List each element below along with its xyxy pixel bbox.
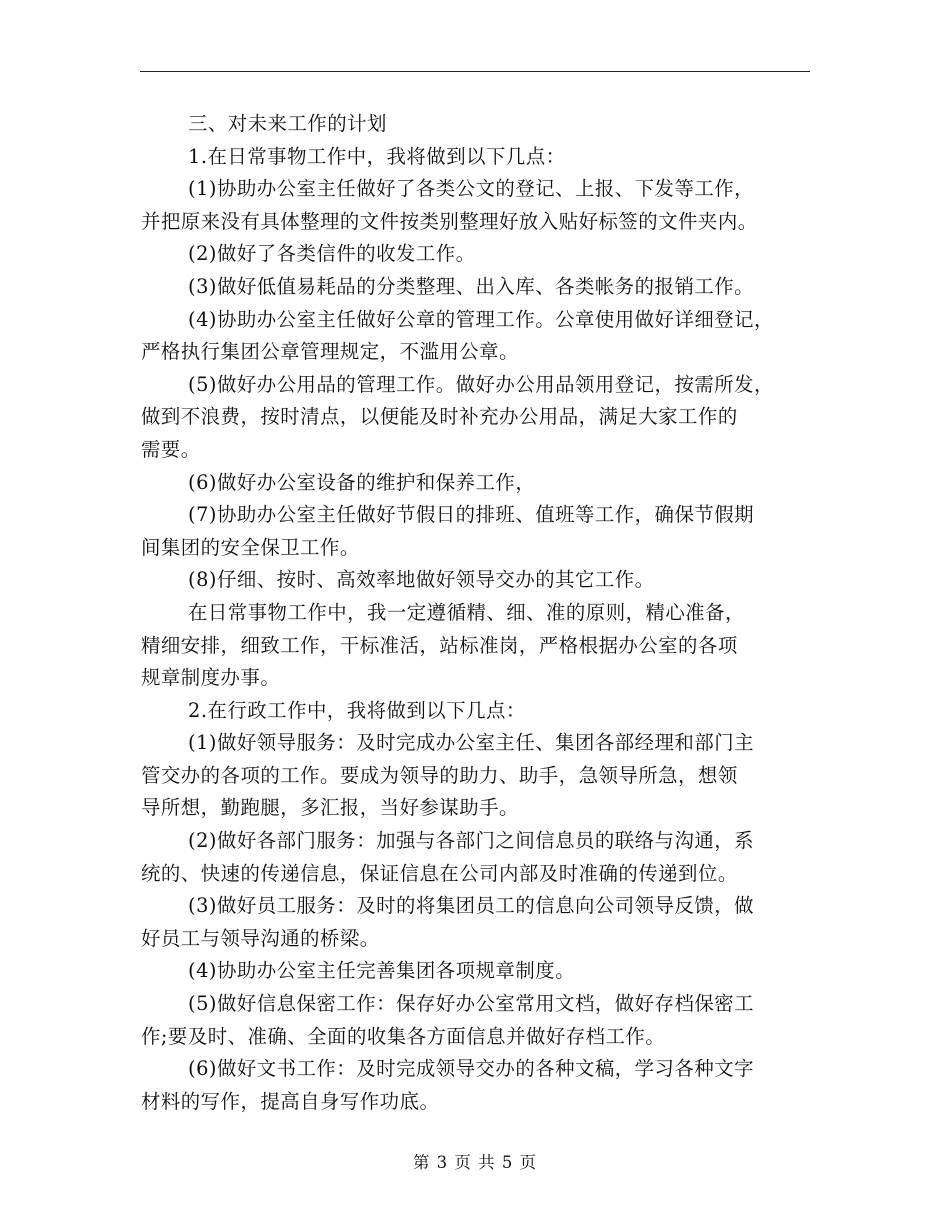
text-line-4: 并把原来没有具体整理的文件按类别整理好放入贴好标签的文件夹内。 [141,209,758,233]
text-line-2: 1.在日常事物工作中，我将做到以下几点： [188,144,566,168]
text-line-3: (1)协助办公室主任做好了各类公文的登记、上报、下发等工作， [188,177,755,201]
text-line-11: 需要。 [141,437,201,461]
text-line-12: (6)做好办公室设备的维护和保养工作， [188,470,536,494]
text-line-16: 在日常事物工作中，我一定遵循精、细、准的原则，精心准备， [188,600,745,624]
text-line-15: (8)仔细、按时、高效率地做好领导交办的其它工作。 [188,568,655,592]
text-line-19: 2.在行政工作中，我将做到以下几点： [188,698,526,722]
text-line-27: (4)协助办公室主任完善集团各项规章制度。 [188,959,575,983]
text-line-9: (5)做好办公用品的管理工作。做好办公用品领用登记，按需所发， [188,372,774,396]
text-line-6: (3)做好低值易耗品的分类整理、出入库、各类帐务的报销工作。 [188,274,755,298]
text-line-28: (5)做好信息保密工作：保存好办公室常用文档，做好存档保密工 [188,992,755,1016]
text-line-24: 统的、快速的传递信息，保证信息在公司内部及时准确的传递到位。 [141,861,738,885]
text-line-22: 导所想，勤跑腿，多汇报，当好参谋助手。 [141,796,519,820]
text-line-26: 好员工与领导沟通的桥梁。 [141,926,380,950]
text-line-5: (2)做好了各类信件的收发工作。 [188,242,476,266]
text-line-30: (6)做好文书工作：及时完成领导交办的各种文稿，学习各种文字 [188,1057,755,1081]
text-line-29: 作;要及时、准确、全面的收集各方面信息并做好存档工作。 [141,1024,666,1048]
document-body [141,108,813,1118]
text-line-25: (3)做好员工服务：及时的将集团员工的信息向公司领导反馈，做 [188,894,755,918]
text-line-1: 三、对未来工作的计划 [188,112,387,135]
page-footer: 第 3 页 共 5 页 [412,1153,538,1172]
text-line-18: 规章制度办事。 [141,666,281,690]
text-line-7: (4)协助办公室主任做好公章的管理工作。公章使用做好详细登记， [188,307,774,331]
text-line-23: (2)做好各部门服务：加强与各部门之间信息员的联络与沟通，系 [188,829,755,853]
text-line-21: 管交办的各项的工作。要成为领导的助力、助手，急领导所急，想领 [141,763,738,787]
text-line-8: 严格执行集团公章管理规定，不滥用公章。 [141,340,519,364]
text-line-17: 精细安排，细致工作，干标准活，站标准岗，严格根据办公室的各项 [141,633,738,657]
text-line-20: (1)做好领导服务：及时完成办公室主任、集团各部经理和部门主 [188,731,755,755]
text-line-31: 材料的写作，提高自身写作功底。 [141,1089,440,1113]
header-rule [140,71,810,72]
text-line-10: 做到不浪费，按时清点，以便能及时补充办公用品，满足大家工作的 [141,405,738,429]
text-line-14: 间集团的安全保卫工作。 [141,535,360,559]
text-line-13: (7)协助办公室主任做好节假日的排班、值班等工作，确保节假期 [188,503,755,527]
